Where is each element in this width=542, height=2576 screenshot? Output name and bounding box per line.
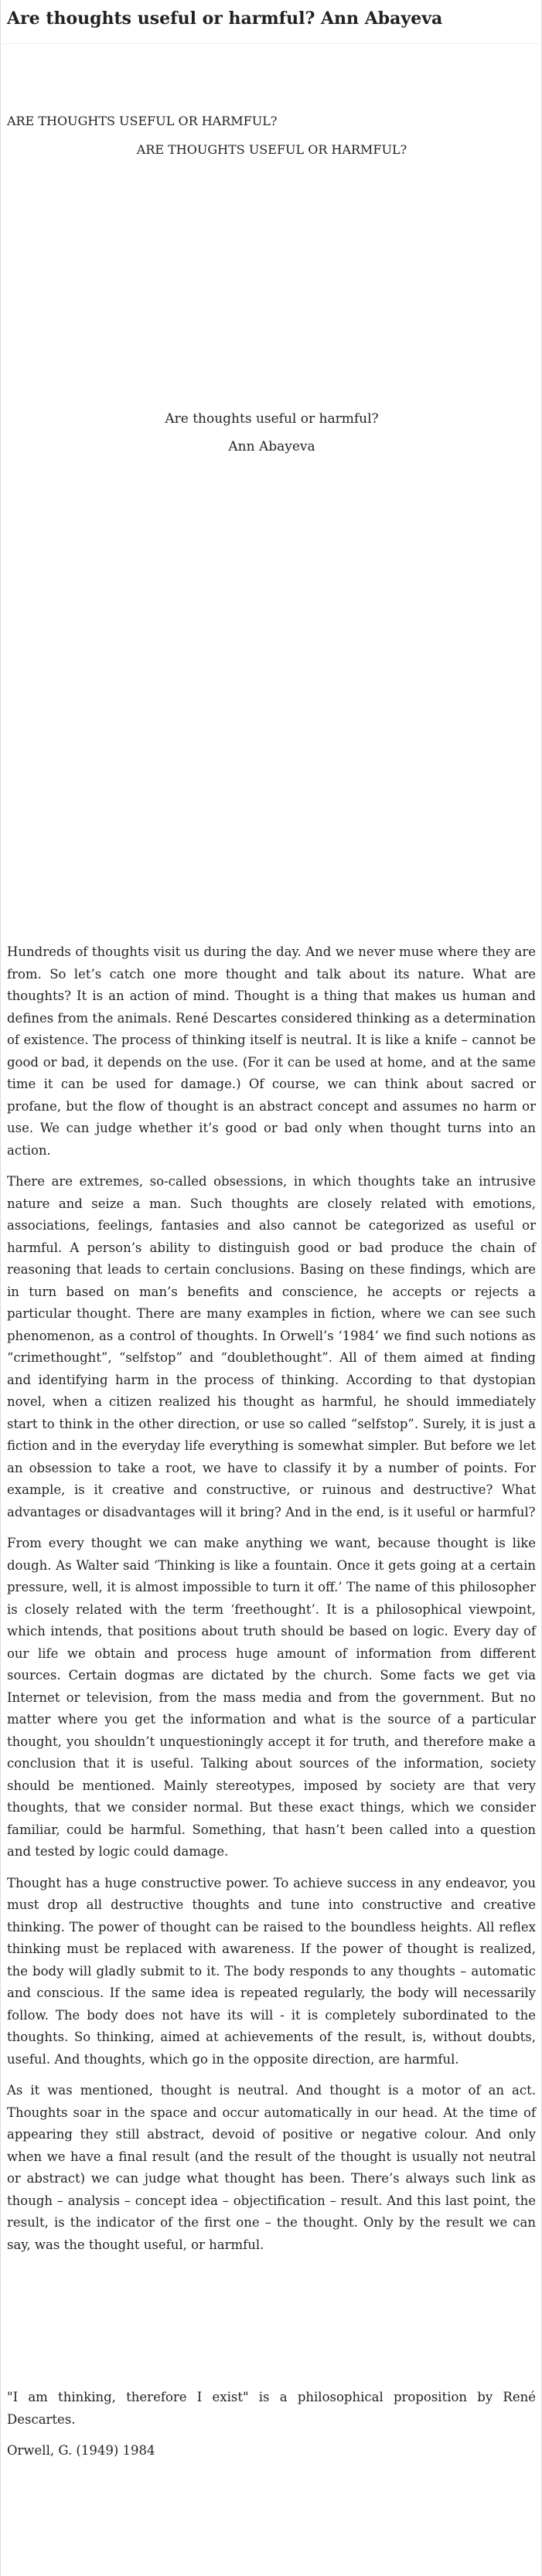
footnote-descartes: "I am thinking, therefore I exist" is a philosophical proposition by René Descartes. (7, 2390, 536, 2427)
section-heading-center: ARE THOUGHTS USEFUL OR HARMFUL? (136, 142, 407, 157)
document-title: Are thoughts useful or harmful? Ann Abayeva (7, 9, 443, 29)
cover-title: Are thoughts useful or harmful? (165, 411, 379, 427)
essay-body (7, 941, 536, 2265)
cover-author: Ann Abayeva (228, 439, 315, 454)
footnote-orwell: Orwell, G. (1949) 1984 (7, 2443, 155, 2458)
body-paragraph: Thought has a huge constructive power. To achieve success in any endeavor, you must drop all destructive thoughts and tune into constructive and creative thinking. The power of thought can be raised to the boundless heights. All reflex thinking must be replaced with awareness. If the power of thought is realized, the body will gladly submit to it. The body responds to any thoughts – automatic and conscious. If the same idea is repeated regularly, the body will necessarily follow. The body does not have its will - it is completely subordinated to the thoughts. So thinking, aimed at achievements of the result, is, without doubts, useful. And thoughts, which go in the opposite direction, are harmful. (7, 1875, 536, 2067)
body-paragraph: There are extremes, so-called obsessions, in which thoughts take an intrusive nature and seize a man. Such thoughts are closely related with emotions, associations, feelings, fantasies and also cannot be categorized as useful or harmful. A person’s ability to distinguish good or bad produce the chain of reasoning that leads to certain conclusions. Basing on these findings, which are in turn based on man’s benefits and conscience, he accepts or rejects a particular thought. There are many examples in fiction, where we can see such phenomenon, as a control of thoughts. In Orwell’s ‘1984’ we find such notions as “crimethought”, “selfstop” and “doublethought”. All of them aimed at finding and identifying harm in the process of thinking. According to that dystopian novel, when a citizen realized his thought as harmful, he should immediately start to think in the other direction, or use so called “selfstop”. Surely, it is just a fiction and in the everyday life everything is somewhat simpler. But before we let an obsession to take a root, we have to classify it by a number of points. For example, is it creative and constructive, or ruinous and destructive? What advantages or disadvantages will it bring? And in the end, is it useful or harmful? (7, 1174, 536, 1519)
footnotes (7, 2387, 536, 2472)
body-paragraph: Hundreds of thoughts visit us during the day. And we never muse where they are from. So let’s catch one more thought and talk about its nature. What are thoughts? It is an action of mind. Thought is a thing that makes us human and defines from the animals. René Descartes considered thinking as a determination of existence. The process of thinking itself is neutral. It is like a knife – cannot be good or bad, it depends on the use. (For it can be used at home, and at the same time it can be used for damage.) Of course, we can think about sacred or profane, but the flow of thought is an abstract concept and assumes no harm or use. We can judge whether it’s good or bad only when thought turns into an action. (7, 944, 536, 1158)
body-paragraph: As it was mentioned, thought is neutral. And thought is a motor of an act. Thoughts soar in the space and occur automatically in our head. At the time of appearing they still abstract, devoid of positive or negative colour. And only when we have a final result (and the result of the thought is usually not neutral or abstract) we can judge what thought has been. There’s always such link as though – analysis – concept idea – objectification – result. And this last point, the result, is the indicator of the first one – the thought. Only by the result we can say, was the thought useful, or harmful. (7, 2083, 536, 2252)
section-heading-left: ARE THOUGHTS USEFUL OR HARMFUL? (7, 114, 278, 128)
title-divider (2, 43, 540, 44)
body-paragraph: From every thought we can make anything we want, because thought is like dough. As Walter said ‘Thinking is like a fountain. Once it gets going at a certain pressure, well, it is almost impossible to turn it off.’ The name of this philosopher is closely related with the term ‘freethought’. It is a philosophical viewpoint, which intends, that positions about truth should be based on logic. Every day of our life we obtain and process huge amount of information from different sources. Certain dogmas are dictated by the church. Some facts we get via Internet or television, from the mass media and from the government. But no matter where you get the information and what is the source of a particular thought, you shouldn’t unquestioningly accept it for truth, and therefore make a conclusion that it is useful. Talking about sources of the information, society should be mentioned. Mainly stereotypes, imposed by society are that very thoughts, that we consider normal. But these exact things, which we consider familiar, could be harmful. Something, that hasn’t been called into a question and tested by logic could damage. (7, 1536, 536, 1859)
